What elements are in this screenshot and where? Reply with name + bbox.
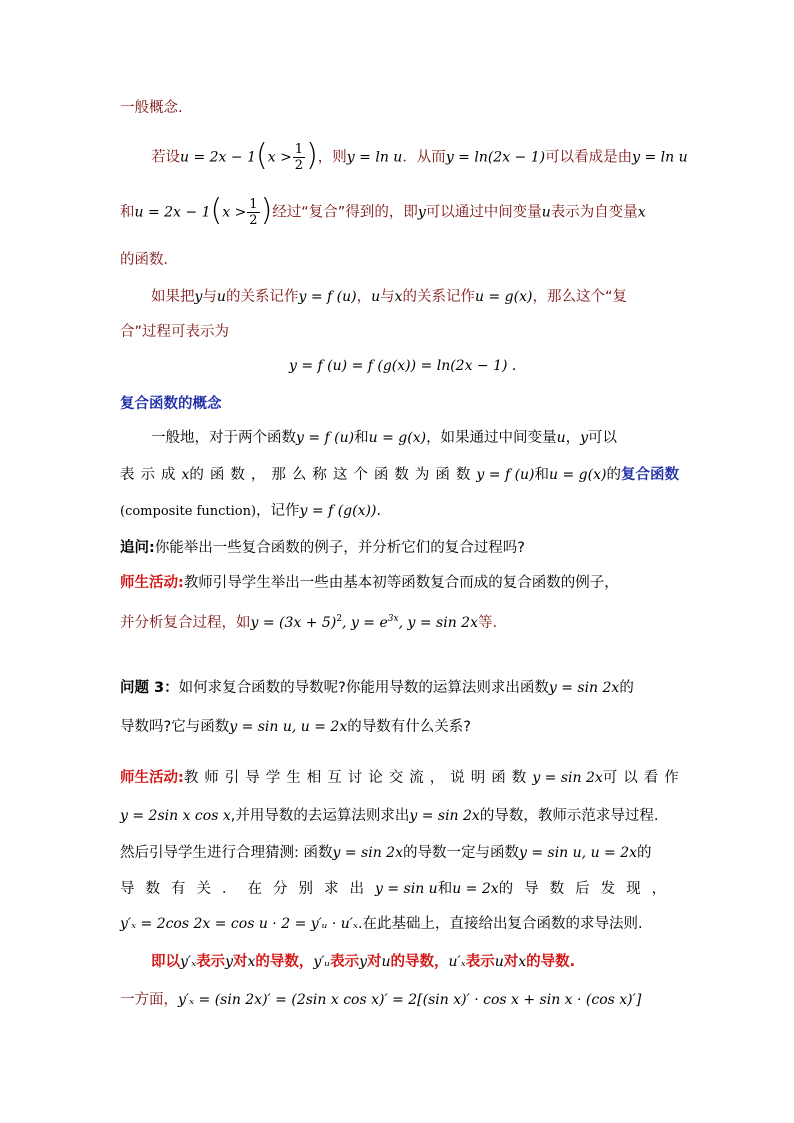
text: 的导数，教师示范求导过程. [479,808,659,824]
text: 对 [367,954,382,970]
derivative-notation [151,952,575,972]
superscript: 3x [387,614,399,624]
text: 等. [477,615,498,631]
math-expression: x > [267,149,292,166]
text: 你能举出一些复合函数的例子，并分析它们的复合过程吗? [154,540,526,556]
text: 可以看作 [602,770,685,786]
text: 一般地，对于两个函数 [151,430,296,446]
text: ， [356,289,372,305]
text: 一方面， [120,992,178,1008]
paragraph-3: 的函数． [120,252,178,268]
text: 的 [637,845,652,861]
math-expression: , y = e [342,615,388,631]
math-expression: y = f (u) [476,467,535,483]
paren-right: ) [306,137,318,173]
paren-left: ( [210,192,223,228]
math-var: u [556,430,566,446]
text: 表示 [465,954,495,970]
text: 和 [120,204,135,221]
english-term: (composite function) [120,504,257,519]
term-composite-function: 复合函数 [620,467,679,483]
math-var: x [394,289,403,305]
text: 的导数有什么关系? [347,719,471,735]
math-var: y′ₓ [180,954,197,970]
math-expression: u = g(x) [475,289,533,305]
math-var: y [359,954,367,970]
text: ,并用导数的去运算法则求出 [230,808,410,824]
paragraph-4 [151,287,627,307]
text: 和 [534,467,550,483]
math-expression: y = sin 2x [532,770,603,786]
text: ，如果通过中间变量 [426,430,557,446]
math-expression: y = sin 2x [548,680,620,696]
math-expression: y = sin u [375,881,438,897]
text: ，记作 [256,503,300,519]
text: ， [565,430,581,446]
math-var: x [637,204,646,221]
math-expression: u = 2x − 1 [134,204,211,221]
paren-left: ( [256,137,268,173]
text: 经过“复合”得到的，即 [272,204,418,221]
followup-label: 追问: [120,540,155,556]
math-var: y [417,204,426,221]
text: 表示 [330,954,360,970]
text: 的导数， [255,954,314,970]
math-expression: y = sin u, u = 2x [229,719,348,735]
math-expression: x > [222,204,247,221]
text: 可以 [588,430,618,446]
text: 的导数一定与函数 [402,845,519,861]
text: 的导数后发现， [498,881,678,897]
text: 的导数， [390,954,449,970]
math-expression: y = (3x + 5) [250,615,337,631]
activity-1-continued [120,609,497,633]
math-expression: y = sin u, u = 2x [518,845,638,861]
activity-2-line-5 [120,914,643,934]
activity-2-line-4 [120,879,677,899]
math-var: x [181,467,190,483]
question-3 [120,678,634,698]
activity-2-line-3 [120,843,652,863]
activity-label: 师生活动: [120,575,184,591]
text: 对 [232,954,248,970]
math-expression: y′ₓ = (sin 2x)′ = (2sin x cos x)′ = 2[(sin x)′ · cos x + sin x · (cos x)′] [178,992,642,1008]
text: . [376,503,382,519]
activity-2 [120,768,685,788]
text: 与 [380,289,395,305]
text: 表示 [196,954,226,970]
math-var: u [216,289,226,305]
text: 若设 [151,149,180,166]
text: 的关系记作 [402,289,476,305]
math-expression: u = g(x) [549,467,607,483]
math-expression: y = sin 2x [409,808,480,824]
display-equation: y = f (u) = f (g(x)) = ln(2x − 1) . [289,358,517,374]
paragraph-5: 合”过程可表示为 [120,324,230,340]
text: 对 [503,954,519,970]
text: 教师引导学生举出一些由基本初等函数复合而成的复合函数的例子， [183,575,619,591]
heading-general: 一般概念. [120,100,183,116]
math-var: y [580,430,589,446]
math-var: y [225,954,233,970]
text: ．从而 [402,149,446,166]
math-var: u′ₓ [448,954,466,970]
text: 可以通过中间变量 [425,204,542,221]
math-var: u [371,289,381,305]
text: 的导数. [526,954,576,970]
text: ，则 [317,149,347,166]
math-expression: u = 2x [452,881,499,897]
text: 的 [619,680,634,696]
text: .在此基础上，直接给出复合函数的求导法则. [357,916,643,932]
text: ，那么这个“复 [532,289,627,305]
activity-2-line-2 [120,806,658,826]
math-expression: y′ₓ = 2cos 2x = cos u · 2 = y′ᵤ · u′ₓ [120,916,358,932]
math-var: x [518,954,527,970]
text: 的 [606,467,621,483]
text: 和 [354,430,369,446]
paragraph-7 [151,428,617,448]
text: 与 [202,289,217,305]
text: 表示为自变量 [550,204,638,221]
math-expression: y = 2sin x cos x [120,808,231,824]
text: 并分析复合过程，如 [120,615,251,631]
activity-label: 师生活动: [120,770,184,786]
math-expression: u = g(x) [368,430,427,446]
fraction-numerator: 1 [294,142,304,157]
question-3-continued [120,717,471,737]
paren-right: ) [260,192,273,228]
fraction-numerator: 1 [249,197,258,212]
activity-1 [120,573,619,593]
math-expression: y = ln u [346,149,403,166]
paragraph-1 [151,137,688,173]
followup-question [120,538,525,558]
heading-composite-concept: 复合函数的概念 [120,396,222,412]
math-expression: y = ln u [632,149,688,166]
paragraph-2 [120,192,646,228]
fraction [247,197,259,228]
math-var: y [194,289,203,305]
fraction-denominator: 2 [294,158,304,173]
math-var: y′ᵤ [313,954,331,970]
text: 的关系记作 [225,289,299,305]
superscript: 2 [336,614,343,624]
paragraph-8 [120,465,679,485]
math-expression: y = sin 2x [332,845,403,861]
text: 的函数，那么称这个函数为函数 [189,467,477,483]
text: 导数有关．在分别求出 [120,881,375,897]
text: 教师引导学生相互讨论交流，说明函数 [183,770,533,786]
text: 然后引导学生进行合理猜测: 函数 [120,845,333,861]
question-label: 问题 3： [120,680,179,696]
math-var: u [541,204,551,221]
text: 表示成 [120,467,182,483]
math-var: u [494,954,504,970]
text: 如何求复合函数的导数呢?你能用导数的运算法则求出函数 [178,680,549,696]
math-expression: y = ln(2x − 1) [445,149,546,166]
fraction [293,142,305,173]
math-expression: y = f (u) [298,289,357,305]
text: 导数吗?它与函数 [120,719,230,735]
text: 可以看成是由 [545,149,633,166]
math-var: x [247,954,256,970]
math-expression: y = f (g(x)) [299,503,377,519]
math-var: u [381,954,391,970]
derivation-line [120,990,641,1010]
math-expression: , y = sin 2x [398,615,478,631]
math-expression: y = f (u) [296,430,355,446]
math-expression: u = 2x − 1 [180,149,256,166]
text: 即以 [151,954,180,970]
fraction-denominator: 2 [249,213,258,228]
text: 和 [437,881,453,897]
text: 如果把 [151,289,195,305]
paragraph-9 [120,501,381,522]
